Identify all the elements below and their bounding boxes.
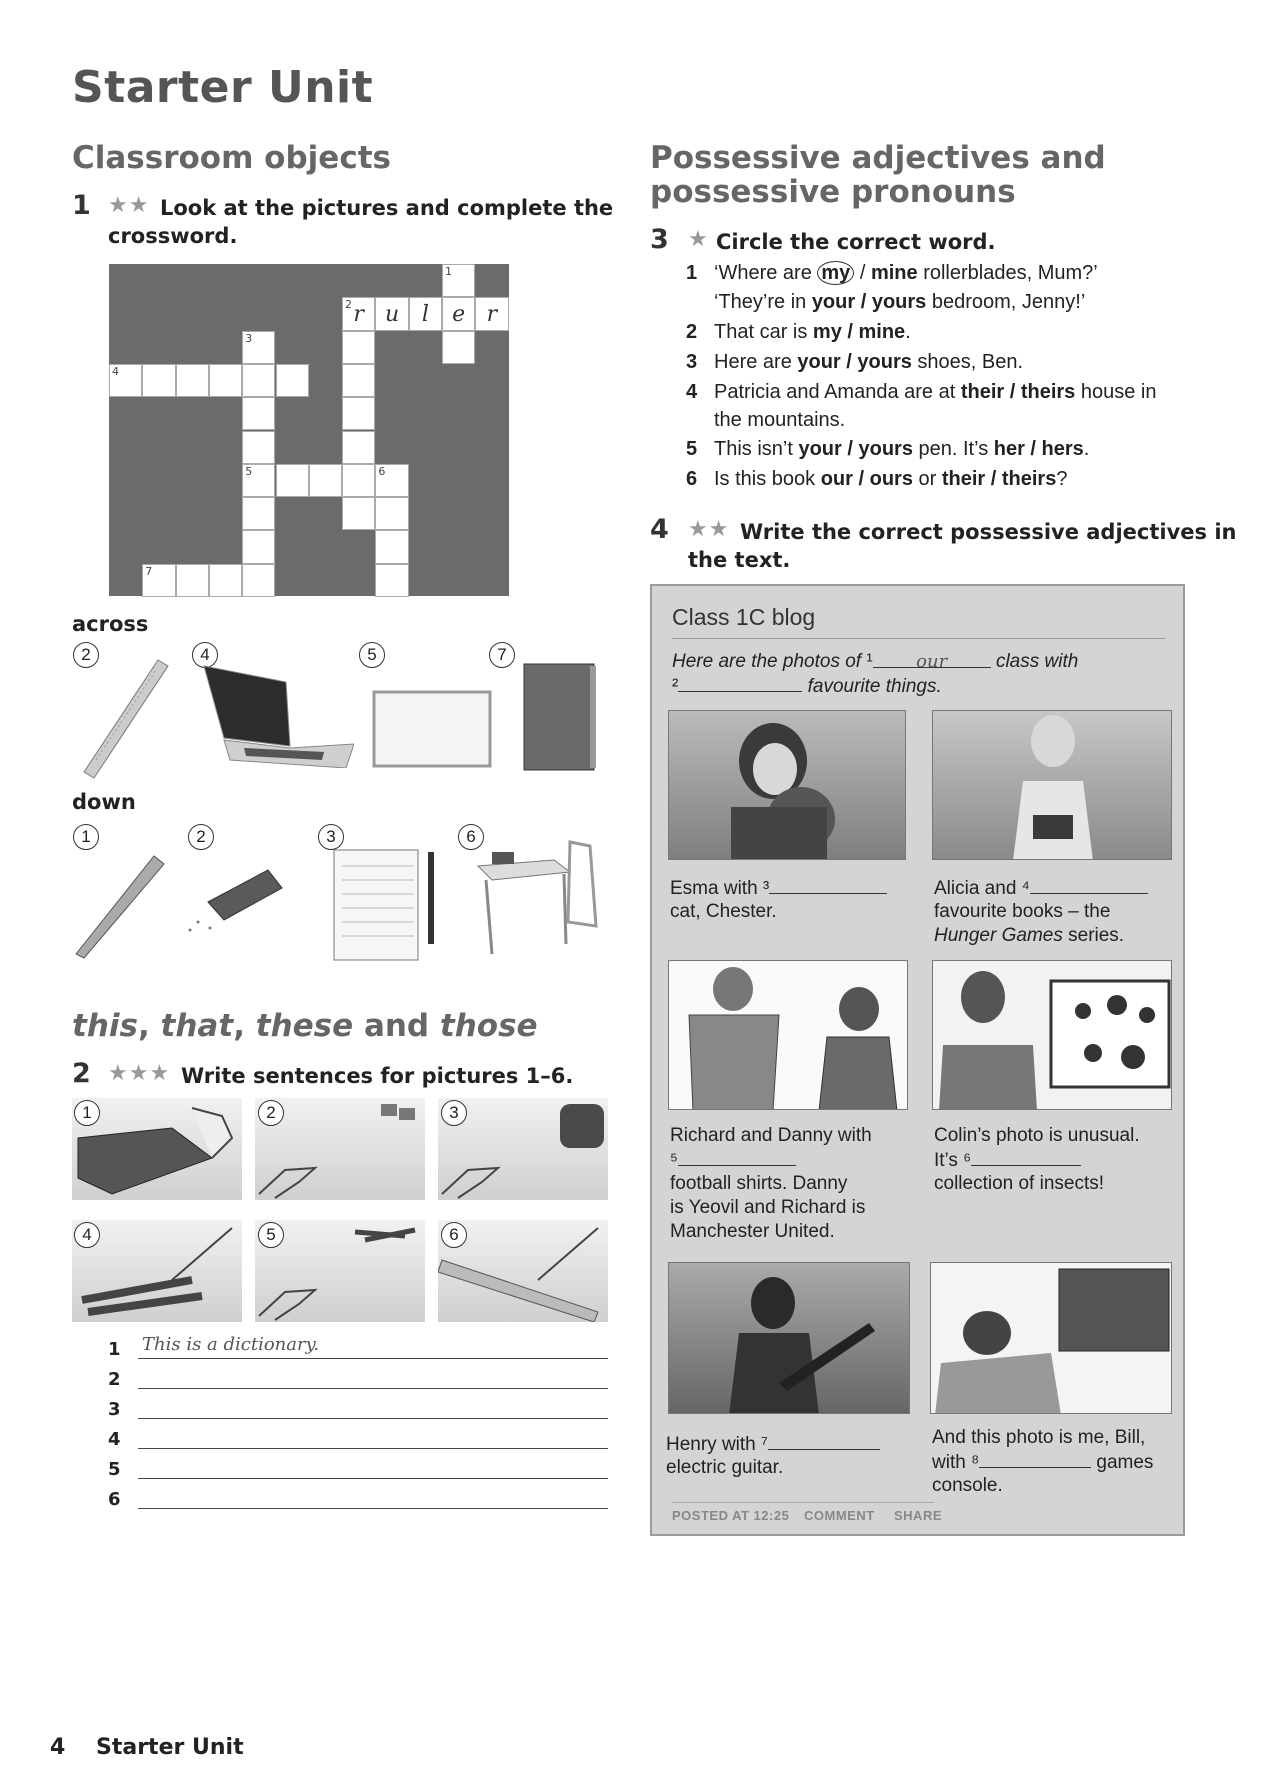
caption-esma-cont: cat, Chester. bbox=[670, 901, 777, 922]
exercise-4-instruction-cont: the text. bbox=[688, 548, 791, 572]
blog-panel bbox=[650, 584, 1185, 1536]
answer-line-number: 1 bbox=[108, 1339, 121, 1360]
caption-henry: Henry with ⁷ bbox=[666, 1432, 880, 1457]
down-number: 1 bbox=[73, 824, 99, 850]
picture-number: 1 bbox=[74, 1100, 100, 1126]
exercise-1-instruction: Look at the pictures and complete the bbox=[160, 196, 614, 220]
answer-line-number: 3 bbox=[108, 1399, 121, 1420]
section-heading-possessives: Possessive adjectives and bbox=[650, 140, 1106, 176]
across-number: 2 bbox=[73, 642, 99, 668]
filled-answer: our bbox=[916, 651, 948, 672]
down-label: down bbox=[72, 790, 136, 814]
crossword-cell[interactable] bbox=[375, 497, 408, 530]
blog-posted-time: POSTED AT 12:25 bbox=[672, 1508, 790, 1523]
page-title: Starter Unit bbox=[72, 62, 374, 113]
crossword-cell[interactable] bbox=[342, 397, 375, 430]
caption-esma: Esma with ³ bbox=[670, 876, 887, 901]
caption-alicia-cont: favourite books – the bbox=[934, 901, 1111, 922]
crossword-cell[interactable] bbox=[209, 564, 242, 597]
example-answer: This is a dictionary. bbox=[142, 1334, 320, 1355]
desk-picture bbox=[472, 836, 606, 960]
crossword-cell[interactable] bbox=[242, 397, 275, 430]
answer-blank[interactable] bbox=[1030, 876, 1148, 894]
answer-line-number: 5 bbox=[108, 1459, 121, 1480]
crossword-cell[interactable] bbox=[242, 497, 275, 530]
eraser-picture bbox=[178, 862, 288, 942]
caption-henry-cont: electric guitar. bbox=[666, 1457, 784, 1478]
crossword-grid bbox=[109, 264, 509, 596]
blog-title: Class 1C blog bbox=[672, 604, 816, 630]
section-heading-demonstratives: this, that, these and those bbox=[72, 1008, 538, 1044]
crossword-cell[interactable] bbox=[342, 464, 375, 497]
caption-richard-cont2: is Yeovil and Richard is bbox=[670, 1197, 866, 1218]
crossword-cell[interactable] bbox=[375, 530, 408, 563]
crossword-cell[interactable] bbox=[242, 431, 275, 464]
crossword-cell[interactable] bbox=[209, 364, 242, 397]
exercise-4-number: 4 bbox=[650, 514, 669, 545]
picture-number: 5 bbox=[258, 1222, 284, 1248]
crossword-cell[interactable]: l bbox=[409, 297, 442, 330]
across-label: across bbox=[72, 612, 149, 636]
crossword-cell[interactable]: r bbox=[475, 297, 508, 330]
picture-number: 4 bbox=[74, 1222, 100, 1248]
book-picture bbox=[520, 660, 600, 772]
exercise-3-instruction: Circle the correct word. bbox=[716, 230, 996, 254]
difficulty-stars-icon: ★ bbox=[688, 227, 709, 252]
pen-picture bbox=[72, 842, 172, 960]
blog-intro: Here are the photos of ¹ our class with bbox=[672, 651, 1079, 672]
page-number: 4 bbox=[50, 1735, 66, 1760]
crossword-cell[interactable]: 4 bbox=[109, 364, 142, 397]
blog-footer-divider bbox=[672, 1502, 934, 1503]
crossword-cell[interactable] bbox=[276, 364, 309, 397]
picture-number: 3 bbox=[441, 1100, 467, 1126]
answer-line[interactable] bbox=[138, 1478, 608, 1479]
crossword-cell[interactable] bbox=[276, 464, 309, 497]
answer-line[interactable] bbox=[138, 1448, 608, 1449]
circled-answer: my bbox=[817, 261, 854, 285]
crossword-cell[interactable]: 1 bbox=[442, 264, 475, 297]
blog-share-link[interactable]: SHARE bbox=[894, 1508, 943, 1523]
across-number: 5 bbox=[359, 642, 385, 668]
blog-intro-cont: ² favourite things. bbox=[672, 676, 942, 697]
whiteboard-picture bbox=[370, 688, 494, 770]
laptop-picture bbox=[194, 664, 354, 768]
crossword-cell[interactable]: 2 r bbox=[342, 297, 375, 330]
caption-richard-blank: ⁵ bbox=[670, 1148, 796, 1173]
caption-bill-blank: with ⁸ games bbox=[932, 1452, 1154, 1473]
answer-blank[interactable] bbox=[678, 1148, 796, 1166]
difficulty-stars-icon: ★★ bbox=[688, 517, 730, 542]
answer-blank[interactable] bbox=[971, 1148, 1081, 1166]
caption-bill-cont: console. bbox=[932, 1475, 1003, 1496]
footer-unit-title: Starter Unit bbox=[96, 1735, 244, 1760]
answer-line[interactable] bbox=[138, 1418, 608, 1419]
answer-blank[interactable] bbox=[769, 876, 887, 894]
photo-girl-with-cat bbox=[668, 710, 906, 860]
caption-richard: Richard and Danny with bbox=[670, 1125, 872, 1146]
photo-boy-games-console bbox=[930, 1262, 1172, 1414]
photo-boy-insects bbox=[932, 960, 1172, 1110]
caption-colin-cont: collection of insects! bbox=[934, 1173, 1105, 1194]
crossword-cell[interactable] bbox=[142, 364, 175, 397]
exercise-1-instruction-cont: crossword. bbox=[108, 224, 238, 248]
crossword-cell[interactable] bbox=[242, 530, 275, 563]
exercise-2-number: 2 bbox=[72, 1058, 91, 1089]
crossword-cell[interactable]: e bbox=[442, 297, 475, 330]
photo-boys-football bbox=[668, 960, 908, 1110]
answer-blank[interactable] bbox=[979, 1450, 1091, 1468]
picture-number: 2 bbox=[258, 1100, 284, 1126]
crossword-cell[interactable] bbox=[242, 564, 275, 597]
answer-line-number: 6 bbox=[108, 1489, 121, 1510]
answer-blank[interactable] bbox=[678, 674, 802, 692]
crossword-cell[interactable] bbox=[342, 364, 375, 397]
down-number: 3 bbox=[318, 824, 344, 850]
caption-richard-cont3: Manchester United. bbox=[670, 1221, 835, 1242]
exercise-3-number: 3 bbox=[650, 224, 669, 255]
answer-blank[interactable] bbox=[768, 1432, 880, 1450]
crossword-cell[interactable]: 3 bbox=[242, 331, 275, 364]
blog-divider bbox=[672, 638, 1165, 639]
section-heading-classroom-objects: Classroom objects bbox=[72, 140, 391, 176]
blog-comment-link[interactable]: COMMENT bbox=[804, 1508, 875, 1523]
across-number: 4 bbox=[192, 642, 218, 668]
across-number: 7 bbox=[489, 642, 515, 668]
difficulty-stars-icon: ★★★ bbox=[108, 1061, 171, 1086]
caption-alicia: Alicia and ⁴ bbox=[934, 876, 1148, 901]
photo-boy-guitar bbox=[668, 1262, 910, 1414]
exercise-4-instruction: Write the correct possessive adjectives in bbox=[740, 520, 1237, 544]
down-number: 6 bbox=[458, 824, 484, 850]
crossword-cell[interactable] bbox=[242, 364, 275, 397]
answer-line-number: 4 bbox=[108, 1429, 121, 1450]
down-number: 2 bbox=[188, 824, 214, 850]
caption-alicia-cont2: Hunger Games series. bbox=[934, 925, 1125, 946]
crossword-cell[interactable] bbox=[176, 364, 209, 397]
crossword-cell[interactable] bbox=[342, 497, 375, 530]
caption-richard-cont: football shirts. Danny bbox=[670, 1173, 848, 1194]
answer-line[interactable] bbox=[138, 1358, 608, 1359]
crossword-cell[interactable]: 7 bbox=[142, 564, 175, 597]
section-heading-possessives-cont: possessive pronouns bbox=[650, 174, 1016, 210]
crossword-cell[interactable] bbox=[176, 564, 209, 597]
crossword-cell[interactable] bbox=[442, 331, 475, 364]
photo-girl-with-books bbox=[932, 710, 1172, 860]
caption-bill: And this photo is me, Bill, bbox=[932, 1427, 1146, 1448]
answer-line[interactable] bbox=[138, 1508, 608, 1509]
crossword-cell[interactable] bbox=[342, 431, 375, 464]
picture-number: 6 bbox=[441, 1222, 467, 1248]
crossword-cell[interactable] bbox=[375, 564, 408, 597]
caption-colin-blank: It’s ⁶ bbox=[934, 1148, 1081, 1173]
caption-colin: Colin’s photo is unusual. bbox=[934, 1125, 1140, 1146]
crossword-cell[interactable]: 6 bbox=[375, 464, 408, 497]
notebook-picture bbox=[328, 846, 448, 964]
crossword-cell[interactable]: u bbox=[375, 297, 408, 330]
crossword-cell[interactable] bbox=[309, 464, 342, 497]
crossword-cell[interactable]: 5 bbox=[242, 464, 275, 497]
exercise-1-number: 1 bbox=[72, 190, 91, 221]
answer-line[interactable] bbox=[138, 1388, 608, 1389]
difficulty-stars-icon: ★★ bbox=[108, 193, 150, 218]
answer-line-number: 2 bbox=[108, 1369, 121, 1390]
ruler-picture bbox=[76, 650, 176, 780]
exercise-2-instruction: Write sentences for pictures 1–6. bbox=[181, 1064, 574, 1088]
crossword-cell[interactable] bbox=[342, 331, 375, 364]
